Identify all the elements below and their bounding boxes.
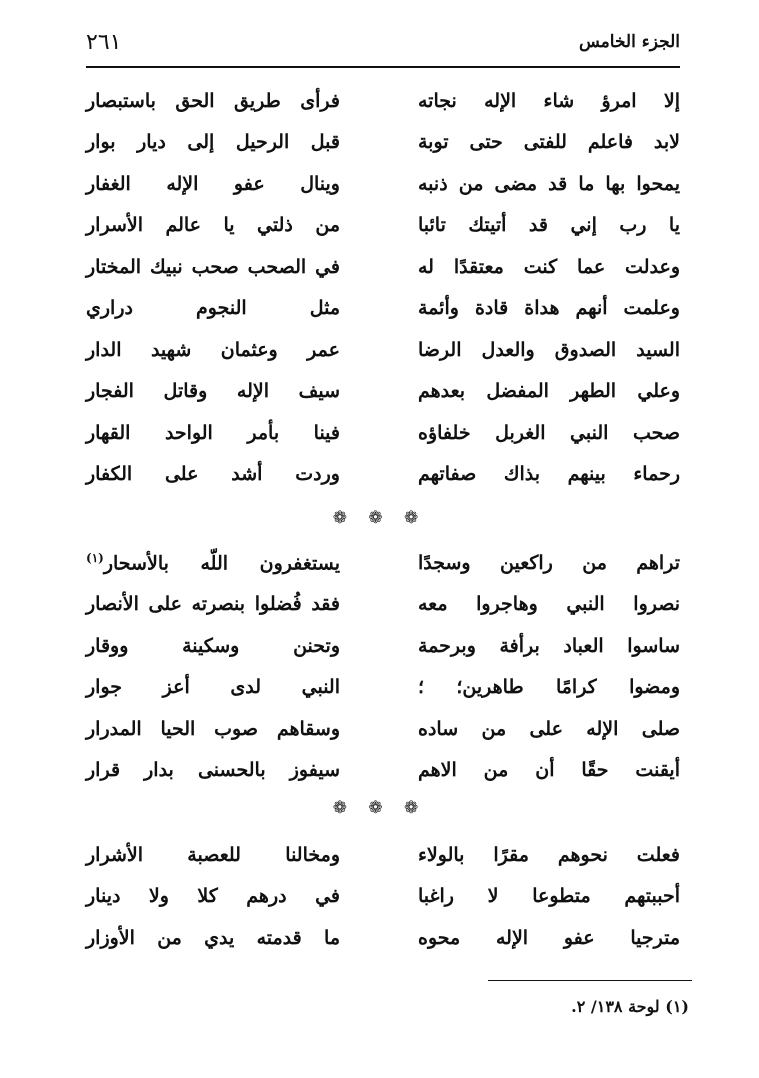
second-hemistich: في الصحب صحب نبيك المختار — [86, 255, 340, 278]
first-hemistich: نصروا النبي وهاجروا معه — [418, 593, 680, 616]
verse — [86, 163, 680, 205]
first-hemistich: يمحوا بها ما قد مضى من ذنبه — [418, 172, 680, 195]
poem-stanza-3 — [86, 834, 680, 959]
verse — [86, 205, 680, 247]
footnote-rule — [488, 980, 692, 981]
verse — [86, 584, 680, 626]
verse — [86, 708, 680, 750]
first-hemistich: أيقنت حقًا أن من الاهم — [418, 759, 680, 782]
first-hemistich: أحببتهم متطوعا لا راغبا — [418, 885, 680, 908]
first-hemistich: صلى الإله على من ساده — [418, 717, 680, 740]
book-part-title: الجزء الخامس — [578, 32, 680, 52]
second-hemistich: فرأى طريق الحق باستبصار — [86, 89, 340, 112]
second-hemistich: وينال عفو الإله الغفار — [86, 172, 340, 195]
second-hemistich: قبل الرحيل إلى ديار بوار — [86, 131, 340, 154]
verse — [86, 454, 680, 496]
second-hemistich-text: يستغفرون اللّه بالأسحار — [103, 552, 340, 575]
second-hemistich: فقد فُضلوا بنصرته على الأنصار — [86, 593, 340, 616]
verse — [86, 412, 680, 454]
second-hemistich: من ذلتي يا عالم الأسرار — [86, 214, 340, 237]
first-hemistich: تراهم من راكعين وسجدًا — [418, 551, 680, 574]
verse — [86, 371, 680, 413]
verse — [86, 329, 680, 371]
second-hemistich: مثل النجوم دراري — [86, 297, 340, 320]
verse — [86, 542, 680, 584]
second-hemistich: وسقاهم صوب الحيا المدرار — [86, 717, 340, 740]
second-hemistich: وردت أشد على الكفار — [86, 463, 340, 486]
verse — [86, 834, 680, 876]
footnote-reference: (١) — [86, 551, 104, 566]
second-hemistich: وتحنن وسكينة ووقار — [86, 634, 340, 657]
first-hemistich: ساسوا العباد برأفة وبرحمة — [418, 634, 680, 657]
stanza-divider-ornament: ❁ ❁ ❁ — [332, 508, 427, 528]
verse — [86, 246, 680, 288]
first-hemistich: مترجيا عفو الإله محوه — [418, 926, 680, 949]
first-hemistich: صحب النبي الغربل خلفاؤه — [418, 421, 680, 444]
verse — [86, 667, 680, 709]
second-hemistich — [86, 551, 340, 574]
first-hemistich: السيد الصدوق والعدل الرضا — [418, 338, 680, 361]
poem-stanza-1 — [86, 80, 680, 495]
first-hemistich: ومضوا كرامًا طاهرين؛ ؛ — [418, 676, 680, 699]
first-hemistich: فعلت نحوهم مقرًا بالولاء — [418, 843, 680, 866]
second-hemistich: سيفوز بالحسنى بدار قرار — [86, 759, 340, 782]
first-hemistich: إلا امرؤ شاء الإله نجاته — [418, 89, 680, 112]
second-hemistich: ما قدمته يدي من الأوزار — [86, 926, 340, 949]
verse — [86, 750, 680, 792]
verse — [86, 876, 680, 918]
second-hemistich: النبي لدى أعز جوار — [86, 676, 340, 699]
page-header — [86, 26, 680, 64]
first-hemistich: وعدلت عما كنت معتقدًا له — [418, 255, 680, 278]
second-hemistich: عمر وعثمان شهيد الدار — [86, 338, 340, 361]
poem-stanza-2 — [86, 542, 680, 791]
first-hemistich: وعلمت أنهم هداة قادة وأئمة — [418, 297, 680, 320]
first-hemistich: رحماء بينهم بذاك صفاتهم — [418, 463, 680, 486]
verse — [86, 288, 680, 330]
first-hemistich: وعلي الطهر المفضل بعدهم — [418, 380, 680, 403]
header-rule — [86, 66, 680, 68]
verse — [86, 625, 680, 667]
second-hemistich: ومخالنا للعصبة الأشرار — [86, 843, 340, 866]
second-hemistich: في درهم كلا ولا دينار — [86, 885, 340, 908]
second-hemistich: سيف الإله وقاتل الفجار — [86, 380, 340, 403]
page-number: ٢٦١ — [86, 30, 122, 55]
second-hemistich: فينا بأمر الواحد القهار — [86, 421, 340, 444]
verse — [86, 122, 680, 164]
verse — [86, 80, 680, 122]
first-hemistich: يا رب إني قد أتيتك تائبا — [418, 214, 680, 237]
first-hemistich: لابد فاعلم للفتى حتى توبة — [418, 131, 680, 154]
stanza-divider-ornament: ❁ ❁ ❁ — [332, 798, 427, 818]
verse — [86, 917, 680, 959]
footnote: (١) لوحة ١٣٨/ ٢. — [571, 997, 689, 1016]
